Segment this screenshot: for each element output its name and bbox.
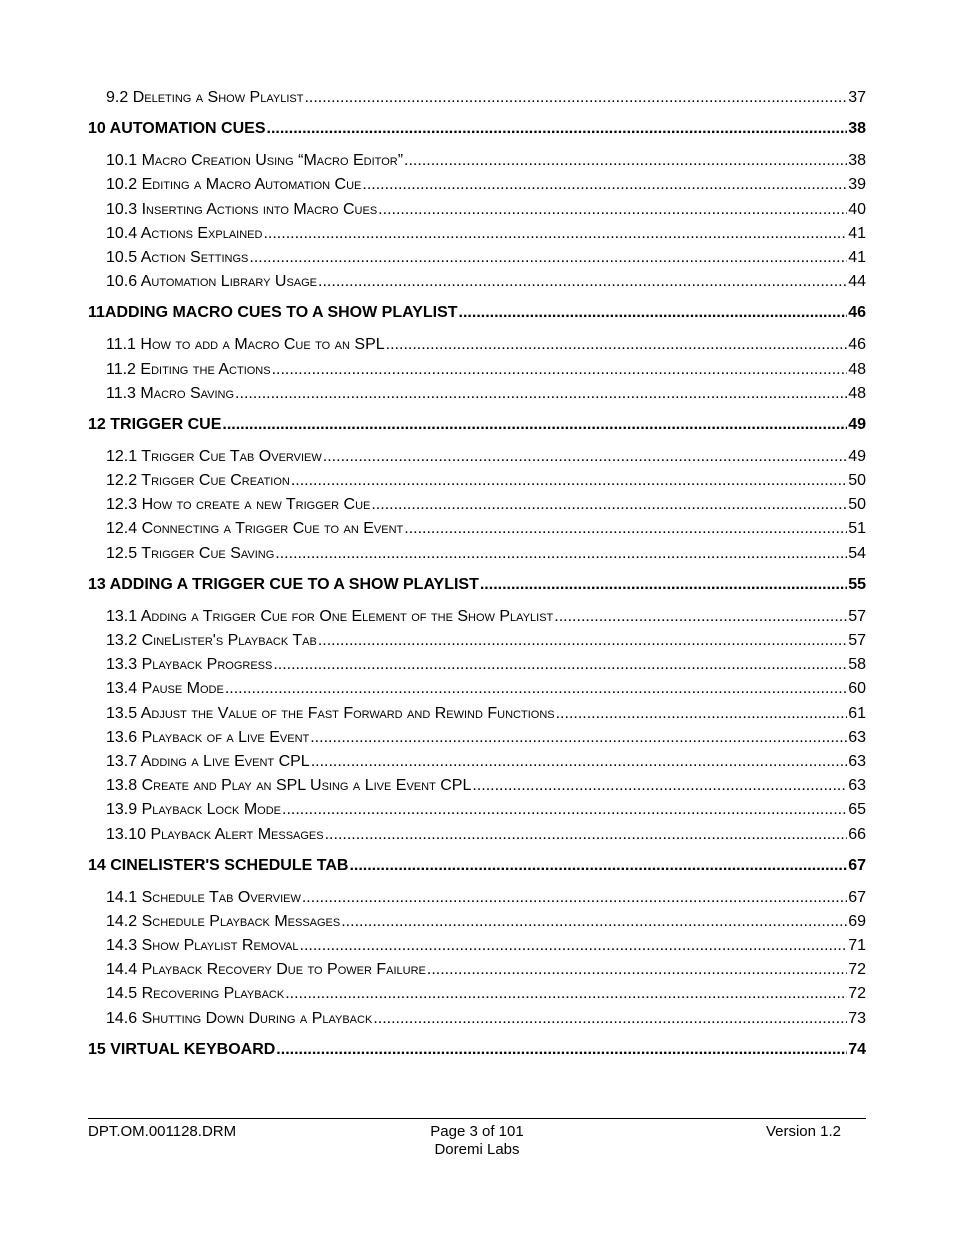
toc-section-entry[interactable] xyxy=(88,677,866,701)
toc-dot-leader xyxy=(276,1038,847,1062)
toc-entry-text: Actions Explained xyxy=(140,224,263,242)
toc-page-number: 51 xyxy=(848,520,866,538)
footer-company: Doremi Labs xyxy=(434,1141,520,1158)
toc-page-number: 57 xyxy=(848,607,866,625)
footer-version: Version 1.2 xyxy=(765,1123,841,1140)
toc-entry-number: 14.6 xyxy=(106,1009,138,1027)
toc-dot-leader xyxy=(556,702,848,726)
page-footer xyxy=(88,1118,866,1165)
toc-page-number: 50 xyxy=(848,496,866,514)
toc-entry-number: 10.5 xyxy=(106,248,138,266)
toc-page-number: 46 xyxy=(848,336,866,354)
toc-section-entry[interactable] xyxy=(88,750,866,774)
toc-dot-leader xyxy=(285,982,847,1006)
toc-entry-text: Macro Creation Using “Macro Editor” xyxy=(141,152,404,170)
toc-section-entry[interactable] xyxy=(88,982,866,1006)
toc-section-entry[interactable] xyxy=(88,86,866,110)
toc-entry-text: Connecting a Trigger Cue to an Event xyxy=(141,520,404,538)
toc-entry-title xyxy=(106,886,301,910)
toc-dot-leader xyxy=(282,798,847,822)
toc-entry-number: 14.2 xyxy=(106,912,138,930)
toc-entry-title xyxy=(88,1038,275,1062)
toc-entry-title xyxy=(106,382,234,406)
toc-section-entry[interactable] xyxy=(88,910,866,934)
toc-entry-text: Playback Lock Mode xyxy=(141,801,281,819)
toc-dot-leader xyxy=(373,1007,847,1031)
toc-page-number: 63 xyxy=(848,777,866,795)
toc-dot-leader xyxy=(249,246,847,270)
toc-dot-leader xyxy=(554,605,847,629)
toc-entry-text: Adding a Live Event CPL xyxy=(140,752,310,770)
toc-page-number: 39 xyxy=(848,176,866,194)
toc-page-number: 63 xyxy=(848,728,866,746)
toc-page-number: 71 xyxy=(848,937,866,955)
toc-page-number: 65 xyxy=(848,801,866,819)
toc-dot-leader xyxy=(323,445,847,469)
toc-entry-text: Trigger Cue Tab Overview xyxy=(141,447,322,465)
toc-entry-number: 11.3 xyxy=(106,384,136,402)
toc-entry-title xyxy=(106,445,322,469)
toc-entry-number: 13.1 xyxy=(106,607,138,625)
toc-dot-leader xyxy=(311,750,848,774)
toc-section-entry[interactable] xyxy=(88,702,866,726)
toc-section-entry[interactable] xyxy=(88,605,866,629)
toc-entry-number: 13.9 xyxy=(106,801,138,819)
toc-dot-leader xyxy=(300,934,848,958)
toc-page-number: 67 xyxy=(848,856,866,874)
toc-entry-number: 9.2 xyxy=(106,89,129,106)
toc-entry-text: How to create a new Trigger Cue xyxy=(141,496,371,514)
toc-dot-leader xyxy=(273,653,847,677)
toc-entry-title xyxy=(106,1007,372,1031)
toc-entry-text: CINELISTER'S SCHEDULE TAB xyxy=(110,856,349,874)
toc-section-entry[interactable] xyxy=(88,934,866,958)
toc-entry-number: 13.2 xyxy=(106,632,138,649)
toc-page-number: 49 xyxy=(848,415,866,433)
toc-dot-leader xyxy=(325,823,848,847)
toc-dot-leader xyxy=(310,726,847,750)
footer-page-number: Page 3 of 101 xyxy=(430,1123,524,1140)
toc-entry-number: 10.2 xyxy=(106,176,138,194)
toc-dot-leader xyxy=(349,854,847,878)
toc-dot-leader xyxy=(222,413,847,437)
toc-dot-leader xyxy=(235,382,847,406)
toc-entry-text: Pause Mode xyxy=(141,680,224,698)
toc-entry-title xyxy=(106,605,553,629)
toc-entry-text: Inserting Actions into Macro Cues xyxy=(141,200,378,218)
toc-page-number: 74 xyxy=(848,1040,866,1058)
toc-entry-text: Automation Library Usage xyxy=(140,273,318,291)
toc-entry-number: 12 xyxy=(88,415,106,433)
toc-entry-text: Trigger Cue Creation xyxy=(141,472,290,490)
toc-entry-text: Playback Recovery Due to Power Failure xyxy=(141,961,426,979)
toc-entry-text: Adding a Trigger Cue for One Element of the Show Playlist xyxy=(140,607,554,625)
toc-entry-number: 13 xyxy=(88,575,106,593)
toc-page-number: 61 xyxy=(848,704,866,722)
toc-dot-leader xyxy=(275,542,847,566)
toc-page-number: 58 xyxy=(848,656,866,674)
toc-section-entry[interactable] xyxy=(88,726,866,750)
toc-page-number: 41 xyxy=(848,224,866,242)
toc-section-entry[interactable] xyxy=(88,469,866,493)
toc-page-number: 60 xyxy=(848,680,866,698)
toc-page-number: 67 xyxy=(848,888,866,906)
toc-entry-title xyxy=(106,173,361,197)
toc-entry-title xyxy=(106,198,377,222)
toc-section-entry[interactable] xyxy=(88,333,866,357)
toc-page-number: 72 xyxy=(848,961,866,979)
toc-page-number: 49 xyxy=(848,447,866,465)
toc-entry-number: 13.10 xyxy=(106,825,147,843)
toc-entry-title xyxy=(88,413,221,437)
toc-entry-text: Shutting Down During a Playback xyxy=(141,1009,373,1027)
toc-entry-number: 13.3 xyxy=(106,656,138,674)
toc-chapter-entry[interactable] xyxy=(88,573,866,597)
toc-entry-number: 12.5 xyxy=(106,544,138,562)
toc-section-entry[interactable] xyxy=(88,823,866,847)
toc-section-entry[interactable] xyxy=(88,198,866,222)
toc-dot-leader xyxy=(291,469,847,493)
toc-page-number: 41 xyxy=(848,248,866,266)
footer-doc-id: DPT.OM.001128.DRM xyxy=(88,1123,237,1140)
toc-entry-text: How to add a Macro Cue to an SPL xyxy=(140,336,385,354)
toc-entry-title xyxy=(106,629,317,653)
toc-page-number: 55 xyxy=(848,575,866,593)
toc-entry-title xyxy=(106,910,340,934)
toc-entry-text: VIRTUAL KEYBOARD xyxy=(110,1040,276,1058)
toc-section-entry[interactable] xyxy=(88,629,866,653)
toc-page-number: 48 xyxy=(848,360,866,378)
toc-entry-title xyxy=(106,86,303,110)
toc-entry-number: 14.4 xyxy=(106,961,138,979)
toc-entry-number: 13.6 xyxy=(106,728,138,746)
toc-entry-text: TRIGGER CUE xyxy=(110,415,222,433)
toc-entry-title xyxy=(88,854,348,878)
toc-entry-number: 13.7 xyxy=(106,752,138,770)
toc-chapter-entry[interactable] xyxy=(88,117,866,141)
toc-entry-text: Playback Alert Messages xyxy=(150,825,324,843)
toc-entry-title xyxy=(106,469,290,493)
toc-dot-leader xyxy=(459,301,848,325)
toc-entry-text: Recovering Playback xyxy=(141,985,285,1003)
toc-section-entry[interactable] xyxy=(88,517,866,541)
toc-dot-leader xyxy=(472,774,847,798)
toc-page-number: 54 xyxy=(848,544,866,562)
toc-section-entry[interactable] xyxy=(88,774,866,798)
toc-section-entry[interactable] xyxy=(88,270,866,294)
toc-page-number: 38 xyxy=(848,152,866,170)
toc-entry-title xyxy=(106,774,471,798)
toc-dot-leader xyxy=(386,333,848,357)
toc-dot-leader xyxy=(263,222,847,246)
toc-dot-leader xyxy=(225,677,847,701)
toc-section-entry[interactable] xyxy=(88,173,866,197)
toc-page-number: 38 xyxy=(848,120,866,138)
toc-entry-number: 10.6 xyxy=(106,273,138,291)
toc-section-entry[interactable] xyxy=(88,958,866,982)
toc-entry-number: 13.4 xyxy=(106,680,138,698)
toc-entry-text: Deleting a Show Playlist xyxy=(132,89,304,106)
toc-entry-title xyxy=(106,798,281,822)
toc-entry-number: 13.8 xyxy=(106,777,138,795)
toc-dot-leader xyxy=(427,958,847,982)
toc-entry-text: Schedule Playback Messages xyxy=(141,912,341,930)
toc-dot-leader xyxy=(362,173,847,197)
toc-section-entry[interactable] xyxy=(88,445,866,469)
toc-entry-title xyxy=(106,702,555,726)
toc-page-number: 57 xyxy=(848,632,866,649)
toc-entry-title xyxy=(106,823,324,847)
toc-entry-title xyxy=(106,517,403,541)
toc-entry-title xyxy=(106,246,248,270)
toc-section-entry[interactable] xyxy=(88,653,866,677)
toc-entry-text: Show Playlist Removal xyxy=(141,937,299,955)
toc-entry-number: 15 xyxy=(88,1040,106,1058)
toc-entry-title xyxy=(106,677,224,701)
toc-entry-title xyxy=(106,653,272,677)
footer-center xyxy=(88,1123,866,1159)
toc-section-entry[interactable] xyxy=(88,1007,866,1031)
toc-entry-number: 11.2 xyxy=(106,360,136,378)
table-of-contents xyxy=(88,86,866,1070)
toc-entry-text: ADDING A TRIGGER CUE TO A SHOW PLAYLIST xyxy=(109,575,479,593)
toc-chapter-entry[interactable] xyxy=(88,1038,866,1062)
toc-entry-text: Playback of a Live Event xyxy=(141,728,310,746)
toc-dot-leader xyxy=(302,886,847,910)
toc-entry-title xyxy=(106,934,299,958)
toc-chapter-entry[interactable] xyxy=(88,413,866,437)
toc-entry-title xyxy=(88,573,479,597)
toc-entry-title xyxy=(106,750,310,774)
toc-entry-text: Trigger Cue Saving xyxy=(141,544,275,562)
toc-entry-title xyxy=(106,333,385,357)
toc-entry-title xyxy=(106,222,262,246)
toc-entry-text: Schedule Tab Overview xyxy=(141,888,301,906)
toc-dot-leader xyxy=(341,910,847,934)
toc-entry-title xyxy=(106,358,271,382)
toc-entry-number: 10.1 xyxy=(106,152,138,170)
toc-entry-number: 11 xyxy=(88,304,105,322)
toc-dot-leader xyxy=(378,198,847,222)
toc-page-number: 44 xyxy=(848,273,866,291)
toc-dot-leader xyxy=(371,493,847,517)
toc-entry-text: CineLister's Playback Tab xyxy=(141,632,317,649)
toc-entry-text: Macro Saving xyxy=(140,384,235,402)
toc-section-entry[interactable] xyxy=(88,222,866,246)
toc-chapter-entry[interactable] xyxy=(88,854,866,878)
toc-section-entry[interactable] xyxy=(88,542,866,566)
toc-page-number: 46 xyxy=(848,304,866,322)
toc-dot-leader xyxy=(318,629,847,653)
toc-entry-number: 10.3 xyxy=(106,200,138,218)
toc-entry-title xyxy=(106,982,284,1006)
toc-dot-leader xyxy=(318,270,847,294)
toc-section-entry[interactable] xyxy=(88,493,866,517)
toc-section-entry[interactable] xyxy=(88,149,866,173)
toc-entry-number: 12.4 xyxy=(106,520,138,538)
toc-dot-leader xyxy=(404,517,847,541)
toc-dot-leader xyxy=(304,86,847,110)
toc-section-entry[interactable] xyxy=(88,382,866,406)
toc-entry-title xyxy=(88,301,458,325)
toc-section-entry[interactable] xyxy=(88,886,866,910)
toc-entry-text: ADDING MACRO CUES TO A SHOW PLAYLIST xyxy=(104,304,458,322)
toc-entry-text: Editing a Macro Automation Cue xyxy=(141,176,362,194)
toc-entry-title xyxy=(106,149,403,173)
toc-page-number: 37 xyxy=(848,89,866,106)
toc-section-entry[interactable] xyxy=(88,798,866,822)
toc-page-number: 40 xyxy=(848,200,866,218)
toc-entry-title xyxy=(106,726,309,750)
toc-page-number: 48 xyxy=(848,384,866,402)
toc-entry-number: 12.3 xyxy=(106,496,138,514)
toc-page-number: 72 xyxy=(848,985,866,1003)
toc-entry-number: 13.5 xyxy=(106,704,138,722)
toc-page-number: 50 xyxy=(848,472,866,490)
toc-entry-title xyxy=(106,958,426,982)
toc-entry-number: 10.4 xyxy=(106,224,138,242)
toc-entry-number: 11.1 xyxy=(106,336,136,354)
toc-page-number: 73 xyxy=(848,1009,866,1027)
toc-entry-number: 10 xyxy=(88,120,106,138)
toc-entry-text: Editing the Actions xyxy=(140,360,271,378)
toc-section-entry[interactable] xyxy=(88,246,866,270)
toc-entry-title xyxy=(106,270,317,294)
toc-entry-number: 14.3 xyxy=(106,937,138,955)
toc-dot-leader xyxy=(480,573,847,597)
toc-dot-leader xyxy=(267,117,848,141)
toc-entry-title xyxy=(88,117,266,141)
toc-entry-number: 12.1 xyxy=(106,447,138,465)
toc-page-number: 63 xyxy=(848,752,866,770)
toc-entry-number: 14.1 xyxy=(106,888,138,906)
toc-entry-text: Create and Play an SPL Using a Live Event CPL xyxy=(141,777,472,795)
toc-entry-text: AUTOMATION CUES xyxy=(109,120,266,138)
toc-entry-number: 12.2 xyxy=(106,472,138,490)
toc-entry-title xyxy=(106,542,274,566)
toc-chapter-entry[interactable] xyxy=(88,301,866,325)
toc-entry-text: Playback Progress xyxy=(141,656,273,674)
toc-entry-text: Action Settings xyxy=(140,248,249,266)
toc-dot-leader xyxy=(272,358,848,382)
toc-page-number: 66 xyxy=(848,825,866,843)
toc-page-number: 69 xyxy=(848,912,866,930)
toc-entry-number: 14 xyxy=(88,856,106,874)
toc-section-entry[interactable] xyxy=(88,358,866,382)
toc-entry-text: Adjust the Value of the Fast Forward and Rewind Functions xyxy=(140,704,555,722)
toc-entry-number: 14.5 xyxy=(106,985,138,1003)
toc-dot-leader xyxy=(404,149,847,173)
toc-entry-title xyxy=(106,493,370,517)
